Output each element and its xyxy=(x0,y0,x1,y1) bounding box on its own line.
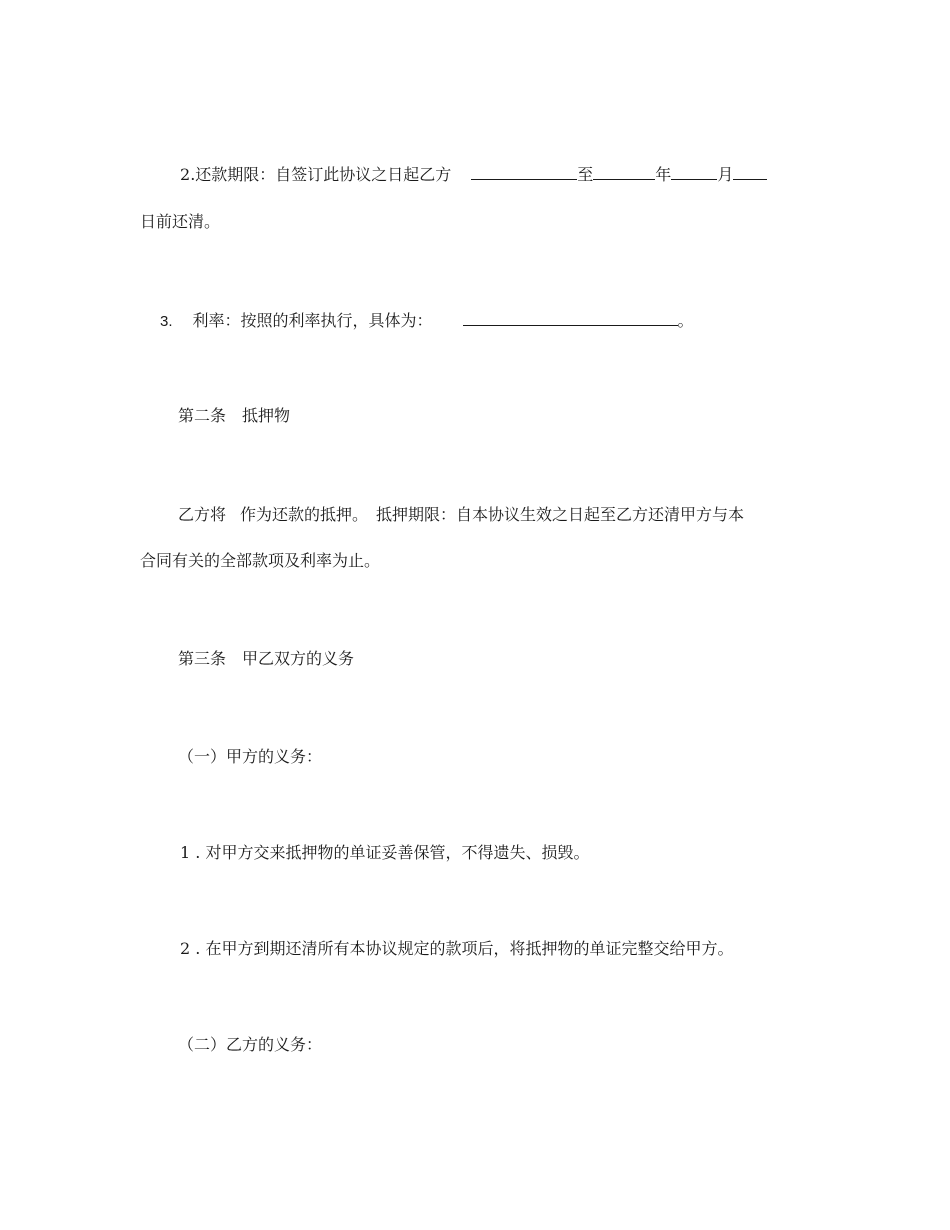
clause-text: 利率：按照的利率执行，具体为： xyxy=(192,311,433,330)
party-b-duties-heading: （二）乙方的义务： xyxy=(178,1035,323,1054)
mortgage-text-a: 乙方将 xyxy=(178,505,227,524)
clause-number: 2 xyxy=(180,165,191,184)
mortgage-paragraph-line1 xyxy=(178,505,744,525)
article-number: 第二条 xyxy=(178,406,227,425)
to-label: 至 xyxy=(577,165,594,184)
month-label: 月 xyxy=(717,165,734,184)
year-label: 年 xyxy=(655,165,672,184)
party-a-duty-item-2: 2 . 在甲方到期还清所有本协议规定的款项后，将抵押物的单证完整交给甲方。 xyxy=(180,939,734,958)
rate-blank[interactable] xyxy=(463,309,678,326)
year-blank[interactable] xyxy=(593,163,655,180)
article-number: 第三条 xyxy=(178,649,227,668)
repay-term-clause xyxy=(180,163,767,185)
mortgage-text-c: 抵押期限：自本协议生效之日起至乙方还清甲方与本 xyxy=(376,505,745,524)
clause-number: 3. xyxy=(160,313,173,330)
mortgage-paragraph-line2: 合同有关的全部款项及利率为止。 xyxy=(140,551,381,570)
party-a-duty-item-1: 1 . 对甲方交来抵押物的单证妥善保管，不得遗失、损毁。 xyxy=(180,843,590,862)
period: 。 xyxy=(677,311,694,330)
repay-term-continuation: 日前还清。 xyxy=(140,212,221,231)
month-blank[interactable] xyxy=(671,163,717,180)
mortgage-text-b: 作为还款的抵押。 xyxy=(240,505,369,524)
date-blank[interactable] xyxy=(471,163,577,180)
party-a-duties-heading: （一）甲方的义务： xyxy=(178,747,323,766)
article-two-heading xyxy=(178,406,290,426)
rate-clause xyxy=(160,309,694,332)
day-blank[interactable] xyxy=(733,163,767,180)
clause-text: .还款期限：自签订此协议之日起乙方 xyxy=(190,165,452,184)
article-subject: 抵押物 xyxy=(242,406,291,425)
article-three-heading xyxy=(178,649,354,669)
article-subject: 甲乙双方的义务 xyxy=(242,649,355,668)
